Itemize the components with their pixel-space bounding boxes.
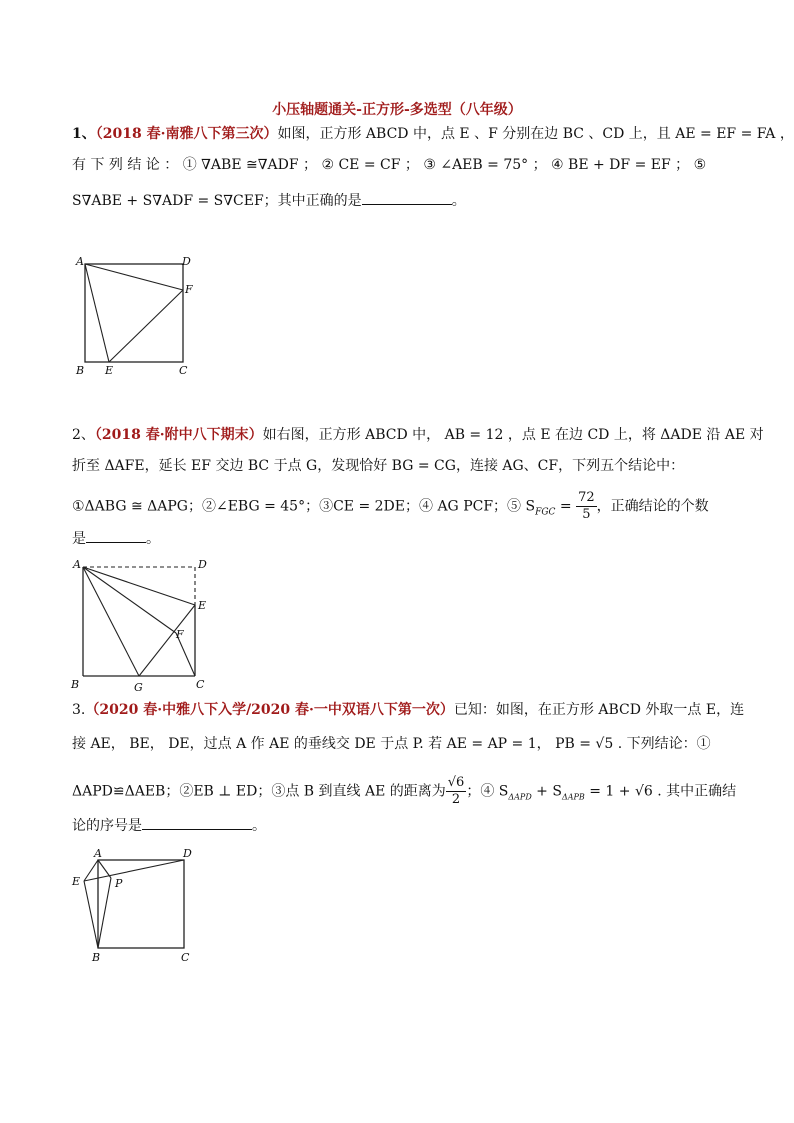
q3-text-3a: ΔAPD≌ΔAEB；②EB ⊥ ED；③点 B 到直线 AE 的距离为	[72, 783, 446, 800]
q2-label-d: D	[198, 558, 207, 571]
q3-answer-blank[interactable]	[142, 815, 252, 830]
q3-mid: + S	[531, 783, 562, 800]
q2-line2	[72, 456, 684, 476]
q3-end: 。	[252, 818, 266, 834]
q2-figure	[68, 555, 218, 695]
q3-text-2: 接 AE， BE， DE，过点 A 作 AE 的垂线交 DE 于点 P. 若 AE = AP = 1， PB = √5 . 下列结论：①	[72, 736, 711, 752]
q3-number: 3.	[72, 702, 86, 718]
q2-label-a: A	[73, 558, 81, 571]
q3-frac-num: √6	[447, 775, 465, 790]
q2-end: 。	[146, 531, 160, 547]
q3-line4	[72, 815, 266, 836]
q2-eq: =	[555, 498, 577, 515]
q3-label-d: D	[183, 847, 192, 860]
q2-label-g: G	[134, 681, 143, 694]
q2-label-b: B	[71, 678, 80, 691]
q2-source: （2018 春·附中八下期末）	[94, 427, 263, 443]
q1-label-c: C	[179, 364, 188, 377]
q3-fraction	[446, 775, 467, 808]
q2-text-3b: ，正确结论的个数	[596, 498, 709, 515]
q3-label-c: C	[181, 951, 190, 964]
q3-line-ae	[84, 860, 98, 881]
q3-text-3c: = 1 + √6 . 其中正确结	[584, 783, 737, 800]
q3-line-ap	[98, 860, 111, 878]
q2-line-eg	[139, 605, 195, 676]
q1-label-b: B	[76, 364, 85, 377]
q3-text-3b: ；④ S	[466, 783, 509, 800]
q2-fraction	[576, 490, 597, 523]
q2-answer-blank[interactable]	[86, 528, 146, 543]
q2-label-e: E	[198, 599, 207, 612]
q1-line-ef	[109, 290, 183, 362]
q2-frac-num: 72	[578, 490, 595, 505]
q3-line3	[72, 775, 736, 808]
q3-text-1: 已知：如图，在正方形 ABCD 外取一点 E，连	[453, 702, 745, 718]
q1-end: 。	[451, 193, 466, 209]
q3-line-eb	[84, 881, 98, 948]
q1-line-af	[85, 264, 183, 290]
q1-label-d: D	[182, 255, 191, 268]
q1-line2	[72, 155, 706, 175]
q1-answer-blank[interactable]	[362, 190, 452, 205]
q2-text-1: 如右图，正方形 ABCD 中， AB = 12 ，点 E 在边 CD 上，将 ΔADE 沿 AE 对	[262, 427, 764, 443]
q3-line2	[72, 734, 711, 754]
q1-text-1: 如图，正方形 ABCD 中，点 E 、F 分别在边 BC 、CD 上，且 AE = EF = FA ，	[277, 126, 794, 142]
q3-text-4: 论的序号是	[72, 818, 142, 834]
q3-figure	[62, 845, 212, 970]
q3-line1	[72, 700, 744, 720]
q3-square	[98, 860, 184, 948]
q3-label-a: A	[94, 847, 102, 860]
q3-label-e: E	[72, 875, 81, 888]
q3-label-b: B	[92, 951, 101, 964]
q3-line-pb	[98, 878, 111, 948]
q3-label-p: P	[115, 877, 123, 890]
page-title: 小压轴题通关-正方形-多选型（八年级）	[272, 102, 522, 118]
q1-source: （2018 春·南雅八下第三次）	[95, 126, 278, 142]
q2-label-f: F	[176, 628, 184, 641]
q2-label-c: C	[196, 678, 205, 691]
q2-text-2: 折至 ΔAFE，延长 EF 交边 BC 于点 G，发现恰好 BG = CG，连接 AG、CF，下列五个结论中：	[72, 458, 685, 474]
q2-line1	[72, 425, 764, 445]
q3-sub1: ΔAPD	[508, 792, 532, 802]
q1-line-ae	[85, 264, 109, 362]
q3-sub2: ΔAPB	[561, 792, 585, 802]
q2-line4	[72, 528, 160, 549]
q2-sub: FGC	[535, 507, 556, 518]
q1-square	[85, 264, 183, 362]
q2-frac-den: 5	[582, 507, 591, 522]
q2-line3	[72, 490, 709, 523]
q2-line-af	[83, 567, 176, 633]
q2-number: 2、	[72, 427, 95, 443]
q1-number: 1、	[72, 126, 96, 142]
q3-source: （2020 春·中雅八下入学/2020 春·一中双语八下第一次）	[85, 702, 454, 718]
q2-text-4: 是	[72, 531, 86, 547]
q1-figure	[72, 252, 202, 382]
q1-label-a: A	[76, 255, 84, 268]
q1-line3	[72, 190, 466, 211]
q1-text-3: S∇ABE + S∇ADF = S∇CEF；其中正确的是	[72, 193, 362, 209]
q3-line-ed	[84, 860, 184, 881]
q2-text-3a: ①ΔABG ≅ ΔAPG；②∠EBG = 45°；③CE = 2DE；④ AG PCF；⑤ S	[72, 498, 536, 515]
q1-text-2: 有 下 列 结 论 ： ① ∇ABE ≅∇ADF ； ② CE = CF ； ③ ∠AEB = 75° ； ④ BE + DF = EF ； ⑤	[72, 157, 707, 173]
q1-line1	[72, 124, 794, 144]
q1-label-f: F	[185, 283, 193, 296]
q3-frac-den: 2	[451, 792, 461, 807]
q1-label-e: E	[105, 364, 114, 377]
